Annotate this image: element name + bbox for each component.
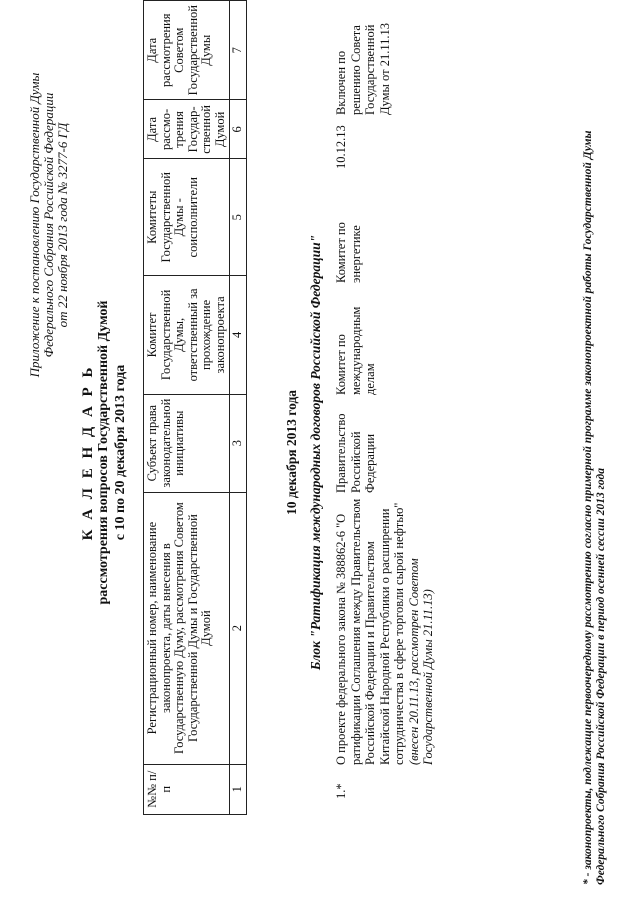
header-col-3: Субъект права законодательной инициативы [144,394,230,492]
col-number-6: 6 [230,100,247,159]
footnote-line-2: Федерального Собрания Российской Федерации в период осенней сессии 2013 года [595,468,607,885]
footnote-line-1: * - законопроекты, подлежащие первоочередному рассмотрению согласно примерной программе законопроектной работы Государственной Думы [582,130,594,885]
col-number-3: 3 [230,394,247,492]
row-date: 10.12.13 [334,125,348,169]
row-subject: Правительство Российской Федерации [334,413,377,493]
bill-title: О проекте федерального закона № 388862-6 "О ратификации Соглашения между Правительством Российской Федерации и Правительством Китайской Народной Республики о расширении сотрудничества в сфере торговли сырой нефтью" [334,498,406,765]
col-number-5: 5 [230,159,247,276]
row-co-committee: Комитет по энергетике [334,222,363,283]
calendar-period: с 10 по 20 декабря 2013 года [113,364,128,541]
date-heading: 10 декабря 2013 года [284,389,299,516]
header-col-2: Регистрационный номер, наименование законопроекта, даты внесения в Государственную Думу, рассмотрения Советом Государственной Думы и Государственной Думой [144,492,230,764]
table-header-row [144,1,230,815]
header-col-4: Комитет Государственной Думы, ответственный за прохождение законопроекта [144,276,230,395]
col-number-2: 2 [230,492,247,764]
block-heading: Блок "Ратификация международных договоров Российской Федерации" [308,234,323,671]
annex-line-1: Приложение к постановлению Государственной Думы [27,72,42,378]
header-col-5: Комитеты Государственной Думы - соисполнители [144,159,230,276]
row-committee: Комитет по международным делам [334,306,377,395]
bill-note: (внесен 20.11.13, рассмотрен Советом Государственной Думы 21.11.13) [406,558,435,765]
header-col-7: Дата рассмотрения Советом Государственной Думы [144,1,230,100]
calendar-subtitle: рассмотрения вопросов Государственной Думой [96,300,111,605]
header-col-1: №№ п/п [144,764,230,814]
annex-note [28,0,70,475]
col-number-7: 7 [230,1,247,100]
header-col-6: Дата рассмо- трения Государ- ственной Думой [144,100,230,159]
row-number: 1.* [334,783,348,799]
annex-line-2: Федерального Собрания Российской Федерации [41,92,56,358]
calendar-table [143,0,247,815]
table-number-row [230,1,247,815]
col-number-4: 4 [230,276,247,395]
row-description [334,495,436,765]
calendar-title: К А Л Е Н Д А Р Ь [80,364,96,541]
col-number-1: 1 [230,764,247,814]
annex-line-3: от 22 ноября 2013 года № 3277-6 ГД [55,122,70,328]
footnote [582,10,608,885]
row-inclusion: Включен по решению Совета Государственной Думы от 21.11.13 [334,22,392,115]
